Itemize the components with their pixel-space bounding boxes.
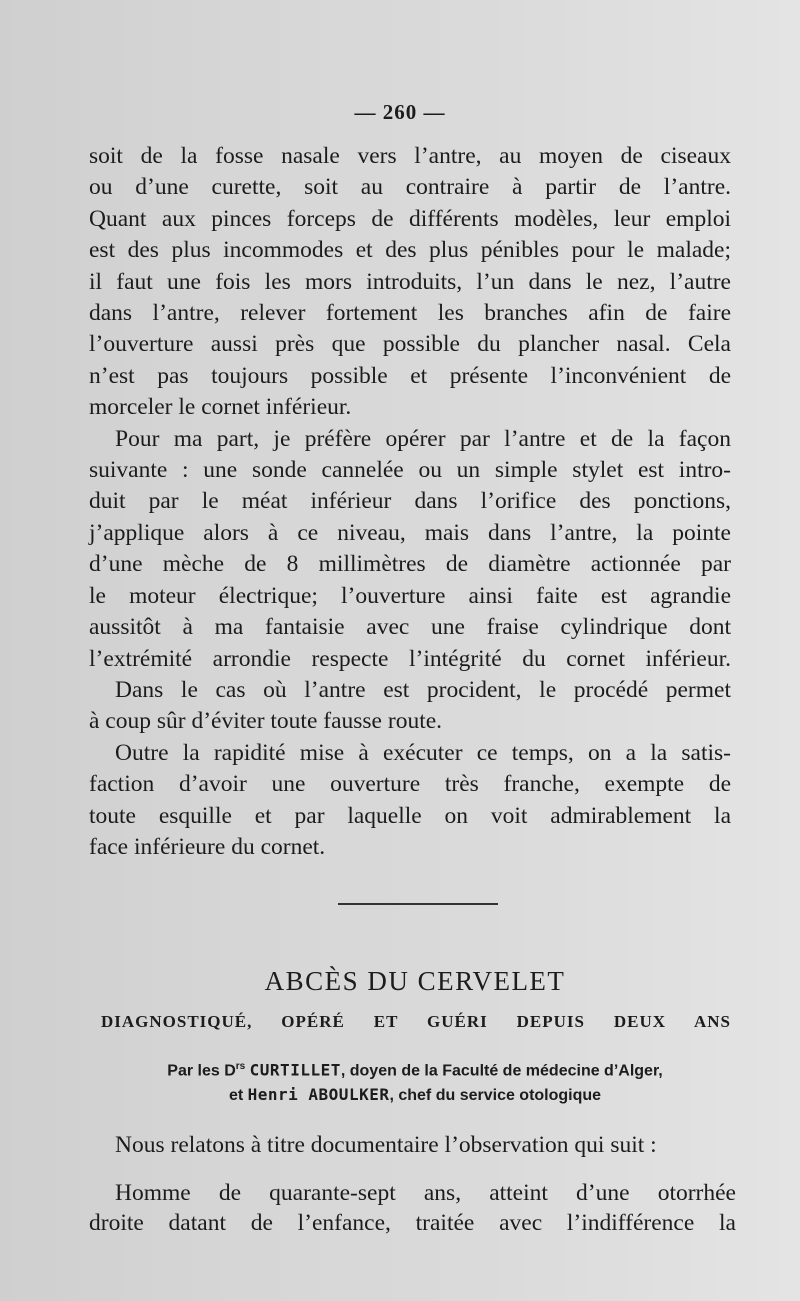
text-line: Pour ma part, je préfère opérer par l’antre et de la façon xyxy=(115,425,731,452)
article-title: ABCÈS DU CERVELET xyxy=(264,966,566,996)
text-line: l’ouverture aussi près que possible du plancher nasal. Cela xyxy=(89,331,731,358)
text-line: est des plus incommodes et des plus pénibles pour le malade; xyxy=(89,237,731,264)
text-line: n’est pas toujours possible et présente l’inconvénient de xyxy=(89,362,731,389)
text-line: Outre la rapidité mise à exécuter ce temps, on a la satis- xyxy=(115,739,731,766)
author-affiliation-2: , chef du service otologique xyxy=(389,1087,602,1105)
article-subtitle: DIAGNOSTIQUÉ, OPÉRÉ ET GUÉRI DEPUIS DEUX ANS xyxy=(101,1012,731,1031)
authors-title-superscript: rs xyxy=(235,1061,246,1072)
authors-line-1 xyxy=(0,1055,800,1083)
text-line: Dans le cas où l’antre est procident, le procédé permet xyxy=(115,676,731,703)
text-line: d’une mèche de 8 millimètres de diamètre actionnée par xyxy=(89,551,731,578)
section-divider xyxy=(338,903,498,905)
text-line: duit par le méat inférieur dans l’orifice des ponctions, xyxy=(89,488,731,515)
paragraph-1 xyxy=(89,141,731,424)
paragraph-2 xyxy=(89,424,731,675)
author-affiliation-1: , doyen de la Faculté de médecine d’Alger, xyxy=(340,1062,663,1080)
text-line: toute esquille et par laquelle on voit admirablement la xyxy=(89,802,731,829)
author-name-aboulker: Henri ABOULKER xyxy=(247,1085,390,1105)
text-line: morceler le cornet inférieur. xyxy=(89,394,352,421)
authors-prefix: Par les D xyxy=(167,1062,236,1080)
paragraph-3 xyxy=(89,675,731,738)
text-line: l’extrémité arrondie respecte l’intégrité du cornet inférieur. xyxy=(89,645,731,672)
authors-line-2 xyxy=(0,1083,800,1108)
text-line: j’applique alors à ce niveau, mais dans l’antre, la pointe xyxy=(89,519,731,546)
text-line: Homme de quarante-sept ans, atteint d’une otorrhée xyxy=(115,1180,736,1206)
article-authors xyxy=(0,1055,800,1108)
paragraph-4 xyxy=(89,738,731,864)
text-line: à coup sûr d’éviter toute fausse route. xyxy=(89,708,443,735)
text-line: soit de la fosse nasale vers l’antre, au moyen de ciseaux xyxy=(89,143,731,169)
body-text xyxy=(89,141,731,863)
text-line: face inférieure du cornet. xyxy=(89,833,326,860)
text-line: le moteur électrique; l’ouverture ainsi faite est agrandie xyxy=(89,582,731,609)
text-line: ou d’une curette, soit au contraire à partir de l’antre. xyxy=(89,174,731,201)
text-line: Quant aux pinces forceps de différents modèles, leur emploi xyxy=(89,205,731,232)
authors-conjunction: et xyxy=(228,1087,248,1105)
text-line: droite datant de l’enfance, traitée avec l’indifférence la xyxy=(89,1210,736,1236)
text-line: aussitôt à ma fantaisie avec une fraise cylindrique dont xyxy=(89,614,731,641)
text-line: suivante : une sonde cannelée ou un simple stylet est intro- xyxy=(89,457,731,484)
text-line: faction d’avoir une ouverture très franche, exempte de xyxy=(89,771,731,798)
author-name-curtillet: CURTILLET xyxy=(249,1060,341,1080)
text-line: il faut une fois les mors introduits, l’un dans le nez, l’autre xyxy=(89,268,731,295)
page-number: — 260 — xyxy=(354,100,446,124)
text-line: dans l’antre, relever fortement les branches afin de faire xyxy=(89,300,731,327)
article-body-start xyxy=(89,1178,736,1238)
article-intro: Nous relatons à titre documentaire l’observation qui suit : xyxy=(115,1132,657,1158)
